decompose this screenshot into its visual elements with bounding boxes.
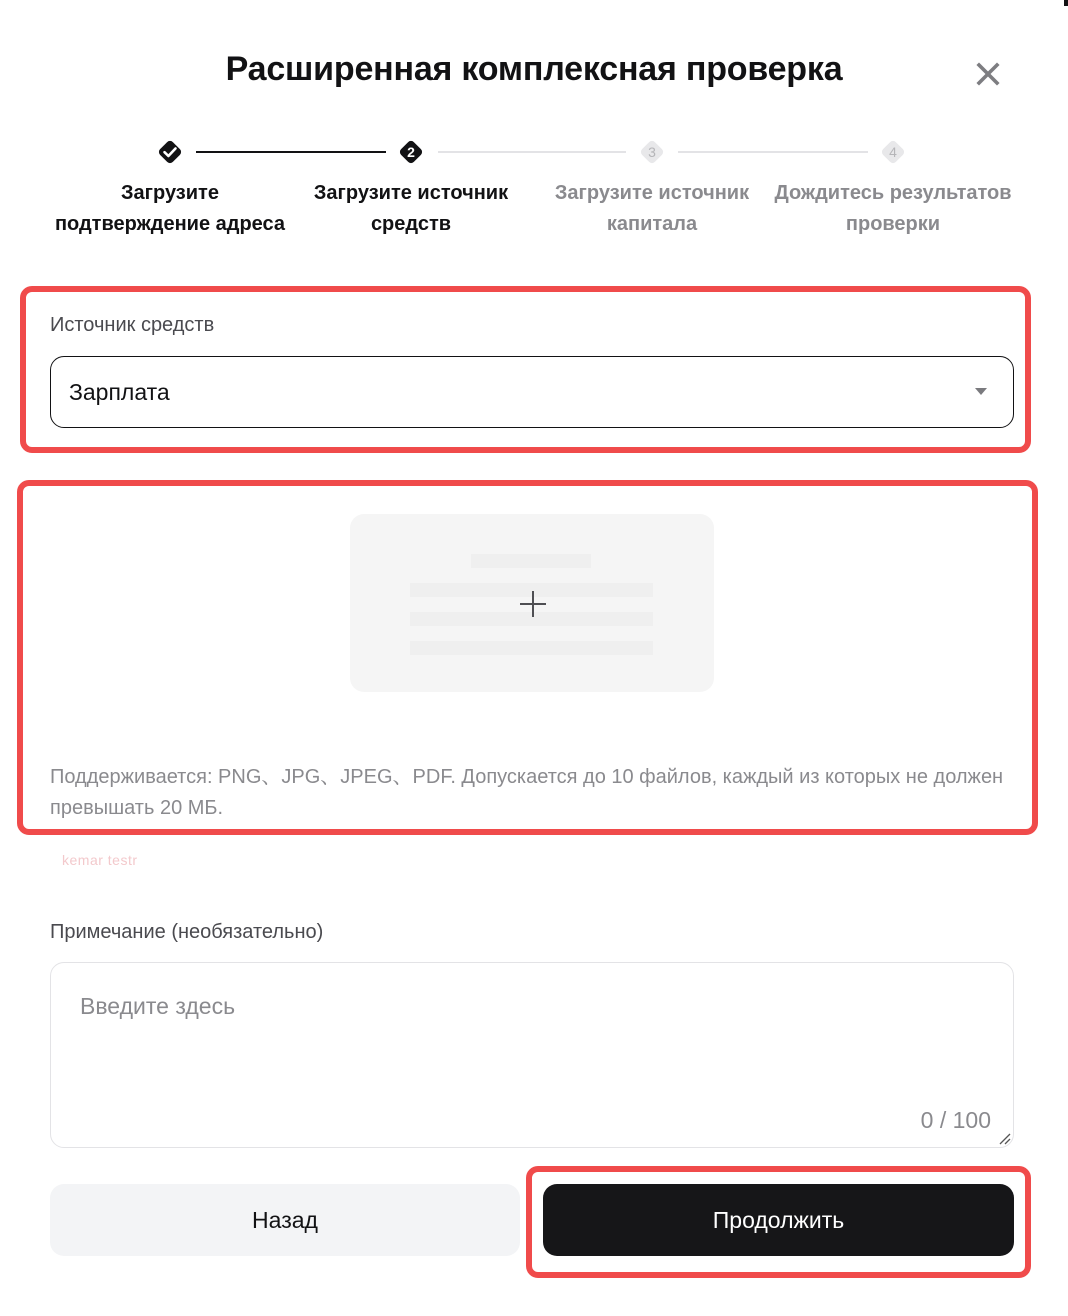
- caret-down-icon: [975, 388, 987, 395]
- source-of-funds-value: Зарплата: [69, 379, 170, 405]
- char-counter: 0 / 100: [920, 1107, 991, 1133]
- step-connector-1: [196, 151, 386, 153]
- step-2-label: Загрузите источник средств: [313, 182, 509, 235]
- check-icon: [156, 138, 184, 166]
- step-4-number-icon: [879, 138, 907, 166]
- upload-button[interactable]: [350, 514, 714, 692]
- svg-text:2: 2: [407, 144, 415, 160]
- close-button[interactable]: [970, 56, 1006, 92]
- plus-icon: [519, 590, 547, 618]
- note-label: Примечание (необязательно): [50, 921, 324, 943]
- source-of-funds-label: Источник средств: [50, 314, 215, 336]
- step-1-label: Загрузите подтверждение адреса: [54, 182, 286, 235]
- step-connector-2: [438, 151, 626, 153]
- upload-hint: Поддерживается: PNG、JPG、JPEG、PDF. Допускается до 10 файлов, каждый из которых не должен превышать 20 МБ.: [50, 766, 1004, 819]
- close-icon: [970, 56, 1006, 92]
- step-2-number-icon: [397, 138, 425, 166]
- back-button[interactable]: Назад: [50, 1184, 520, 1256]
- step-3-number-icon: [638, 138, 666, 166]
- source-of-funds-select[interactable]: [50, 356, 1014, 428]
- svg-text:4: 4: [889, 144, 897, 160]
- placeholder-line: [410, 641, 653, 655]
- svg-text:3: 3: [648, 144, 656, 160]
- corner-mark: [1064, 0, 1068, 6]
- dialog-title: Расширенная комплексная проверка: [225, 50, 843, 88]
- note-textarea[interactable]: [50, 962, 1014, 1148]
- faint-error-text: kemar testr: [62, 852, 138, 868]
- continue-button[interactable]: Продолжить: [543, 1184, 1014, 1256]
- step-3-label: Загрузите источник капитала: [554, 182, 750, 235]
- step-4-label: Дождитесь результатов проверки: [774, 182, 1012, 235]
- step-connector-3: [678, 151, 868, 153]
- resize-handle-icon[interactable]: [997, 1131, 1011, 1145]
- placeholder-line: [471, 554, 591, 568]
- note-placeholder: Введите здесь: [80, 993, 236, 1019]
- stepper: [50, 136, 1014, 276]
